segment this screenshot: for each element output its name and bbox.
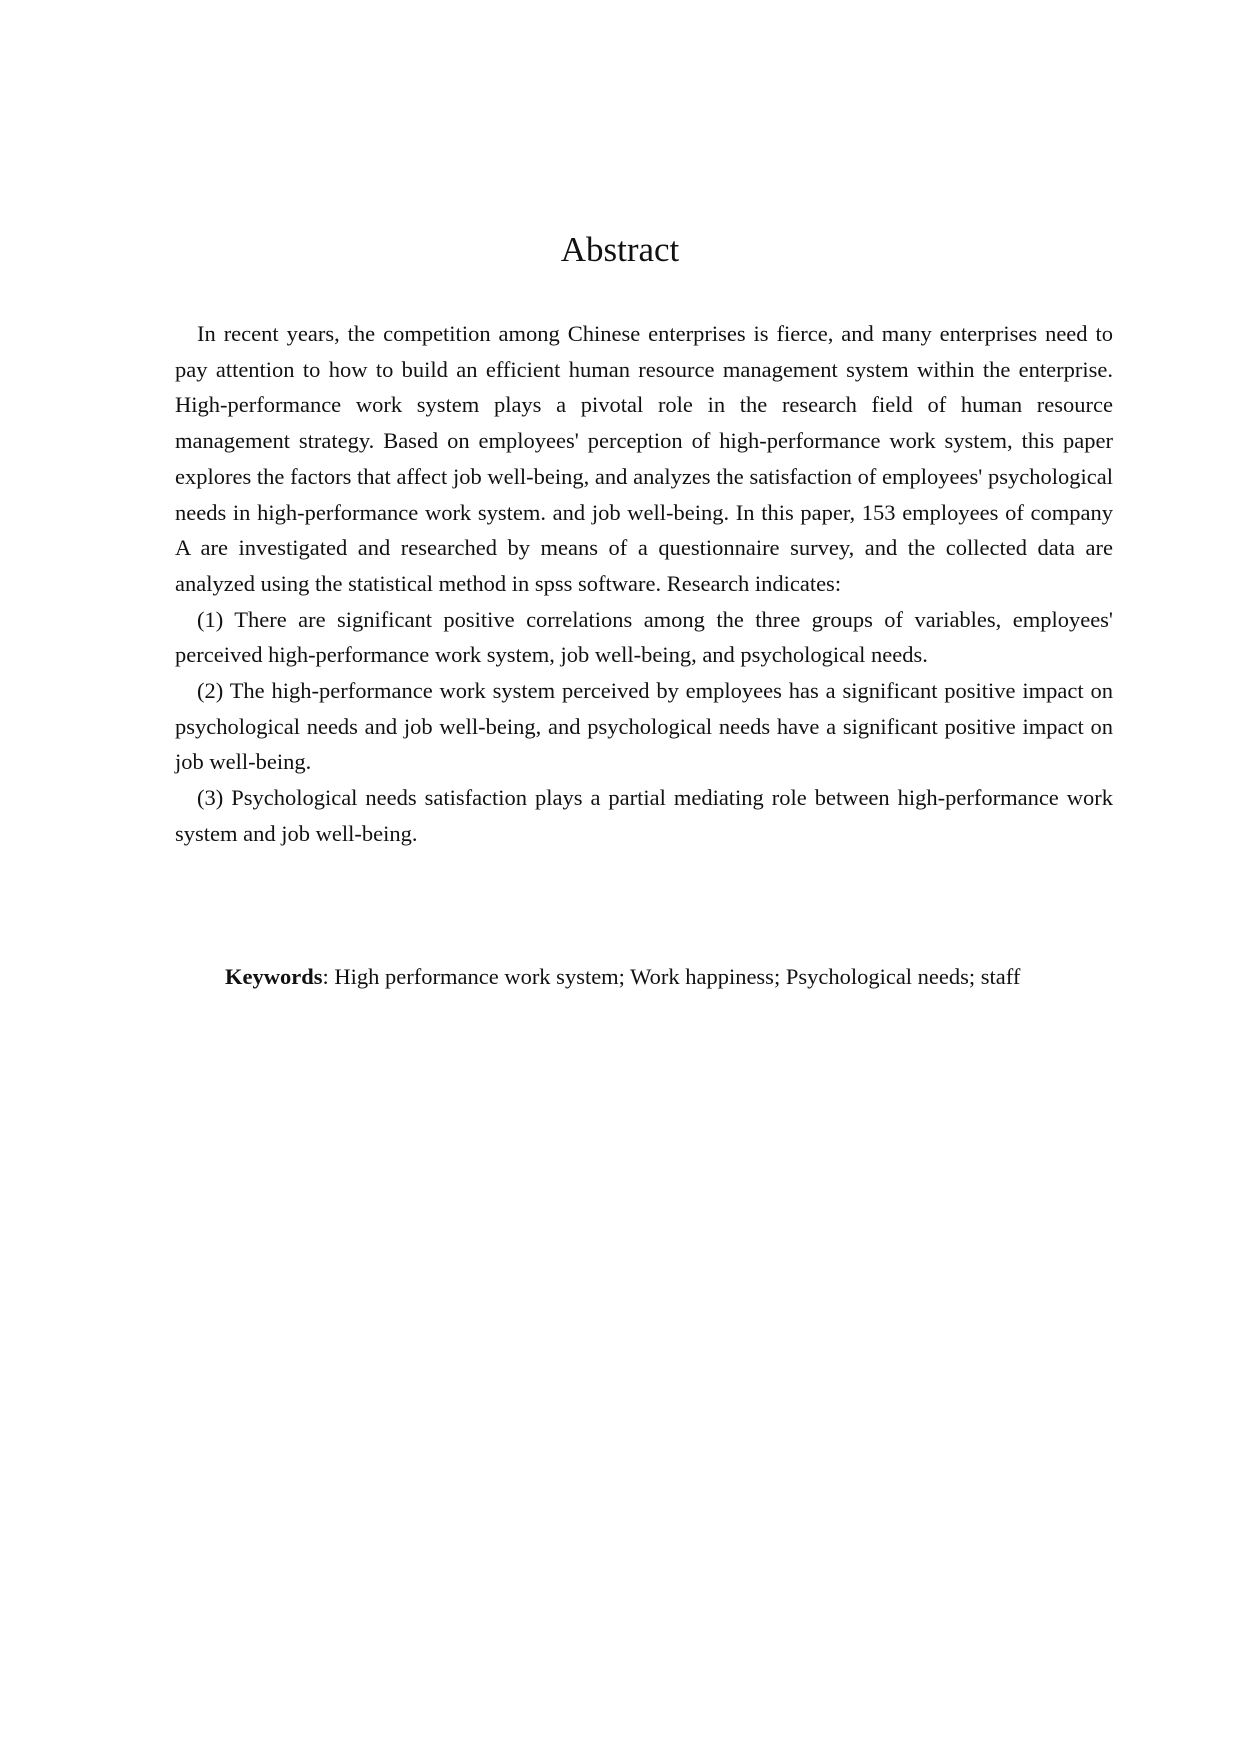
keywords-text: High performance work system; Work happiness; Psychological needs; staff xyxy=(334,964,1021,989)
keywords-line xyxy=(225,959,1125,995)
abstract-finding-3: (3) Psychological needs satisfaction plays a partial mediating role between high-performance work system and job well-being. xyxy=(175,785,1113,846)
abstract-paragraph-intro: In recent years, the competition among Chinese enterprises is fierce, and many enterprises need to pay attention to how to build an efficient human resource management system within the enterprise. High-performance work system plays a pivotal role in the research field of human resource management strategy. Based on employees' perception of high-performance work system, this paper explores the factors that affect job well-being, and analyzes the satisfaction of employees' psychological needs in high-performance work system. and job well-being. In this paper, 153 employees of company A are investigated and researched by means of a questionnaire survey, and the collected data are analyzed using the statistical method in spss software. Research indicates: xyxy=(175,321,1113,596)
abstract-title: Abstract xyxy=(560,230,680,269)
abstract-finding-2: (2) The high-performance work system perceived by employees has a significant positive impact on psychological needs and job well-being, and psychological needs have a significant positive impact on job well-being. xyxy=(175,678,1113,775)
abstract-finding-1: (1) There are significant positive correlations among the three groups of variables, employees' perceived high-performance work system, job well-being, and psychological needs. xyxy=(175,606,1113,668)
abstract-body xyxy=(175,316,1113,852)
keywords-label: Keywords xyxy=(225,964,323,989)
keywords-separator: : xyxy=(322,964,335,989)
